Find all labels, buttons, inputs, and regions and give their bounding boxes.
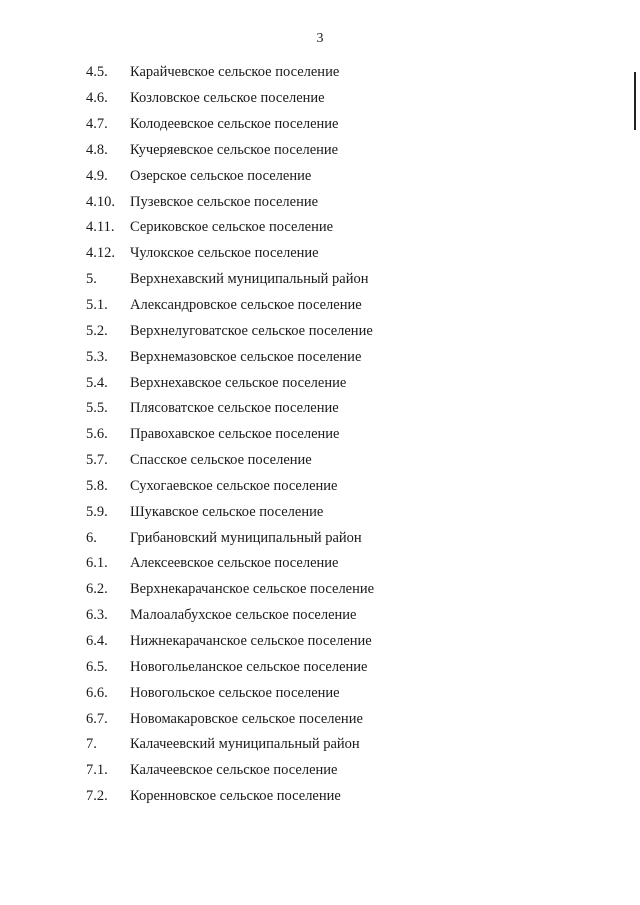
item-name: Александровское сельское поселение bbox=[130, 297, 362, 314]
item-name: Алексеевское сельское поселение bbox=[130, 555, 339, 572]
list-item bbox=[86, 577, 610, 603]
item-number: 4.10. bbox=[86, 193, 115, 210]
list-item bbox=[86, 163, 610, 189]
list-item bbox=[86, 344, 610, 370]
list-item bbox=[86, 318, 610, 344]
item-name: Кучеряевское сельское поселение bbox=[130, 141, 339, 158]
item-number: 5.2. bbox=[86, 322, 108, 339]
item-name: Шукавское сельское поселение bbox=[130, 503, 324, 520]
item-number: 5.8. bbox=[86, 477, 108, 494]
list-item bbox=[86, 758, 610, 784]
list-item bbox=[86, 680, 610, 706]
list-item bbox=[86, 267, 610, 293]
item-number: 4.7. bbox=[86, 116, 108, 133]
item-name: Козловское сельское поселение bbox=[130, 90, 325, 107]
item-number: 4.5. bbox=[86, 64, 108, 81]
settlement-list bbox=[86, 60, 610, 809]
item-number: 6.2. bbox=[86, 581, 108, 598]
list-item bbox=[86, 603, 610, 629]
page-number: 3 bbox=[316, 31, 324, 46]
list-item bbox=[86, 293, 610, 319]
item-name: Правохавское сельское поселение bbox=[130, 426, 340, 443]
item-number: 5.6. bbox=[86, 426, 108, 443]
list-item bbox=[86, 138, 610, 164]
item-name: Спасское сельское поселение bbox=[130, 452, 312, 469]
item-name: Колодеевское сельское поселение bbox=[130, 116, 339, 133]
list-item bbox=[86, 241, 610, 267]
item-number: 6.3. bbox=[86, 607, 108, 624]
list-item bbox=[86, 629, 610, 655]
list-item bbox=[86, 215, 610, 241]
item-number: 5. bbox=[86, 271, 97, 288]
list-item bbox=[86, 60, 610, 86]
item-name: Плясоватское сельское поселение bbox=[130, 400, 339, 417]
list-item bbox=[86, 525, 610, 551]
item-number: 7.1. bbox=[86, 762, 108, 779]
item-name: Новогольеланское сельское поселение bbox=[130, 658, 368, 675]
list-item bbox=[86, 370, 610, 396]
item-name: Верхнемазовское сельское поселение bbox=[130, 348, 362, 365]
item-number: 4.9. bbox=[86, 167, 108, 184]
list-item bbox=[86, 474, 610, 500]
list-item bbox=[86, 189, 610, 215]
item-name: Новогольское сельское поселение bbox=[130, 684, 340, 701]
list-item bbox=[86, 551, 610, 577]
item-name: Коренновское сельское поселение bbox=[130, 788, 341, 805]
item-number: 4.12. bbox=[86, 245, 115, 262]
item-number: 4.11. bbox=[86, 219, 115, 236]
list-item bbox=[86, 86, 610, 112]
item-number: 6.1. bbox=[86, 555, 108, 572]
item-name: Верхнехавский муниципальный район bbox=[130, 271, 369, 288]
item-name: Озерское сельское поселение bbox=[130, 167, 312, 184]
list-item bbox=[86, 654, 610, 680]
item-name: Верхнекарачанское сельское поселение bbox=[130, 581, 375, 598]
item-name: Пузевское сельское поселение bbox=[130, 193, 319, 210]
list-item bbox=[86, 112, 610, 138]
item-number: 7.2. bbox=[86, 788, 108, 805]
item-number: 5.5. bbox=[86, 400, 108, 417]
item-number: 6.4. bbox=[86, 632, 108, 649]
item-name: Малоалабухское сельское поселение bbox=[130, 607, 357, 624]
item-number: 4.6. bbox=[86, 90, 108, 107]
item-name: Калачеевское сельское поселение bbox=[130, 762, 338, 779]
list-item bbox=[86, 448, 610, 474]
item-number: 5.9. bbox=[86, 503, 108, 520]
item-name: Карайчевское сельское поселение bbox=[130, 64, 340, 81]
list-item bbox=[86, 784, 610, 810]
scan-edge-mark bbox=[634, 72, 636, 130]
item-number: 6.5. bbox=[86, 658, 108, 675]
item-name: Нижнекарачанское сельское поселение bbox=[130, 632, 372, 649]
item-name: Грибановский муниципальный район bbox=[130, 529, 362, 546]
item-number: 6.6. bbox=[86, 684, 108, 701]
item-name: Верхнехавское сельское поселение bbox=[130, 374, 347, 391]
item-name: Чулокское сельское поселение bbox=[130, 245, 319, 262]
list-item bbox=[86, 396, 610, 422]
item-number: 7. bbox=[86, 736, 97, 753]
list-item bbox=[86, 732, 610, 758]
item-number: 4.8. bbox=[86, 141, 108, 158]
item-number: 5.3. bbox=[86, 348, 108, 365]
item-name: Калачеевский муниципальный район bbox=[130, 736, 360, 753]
item-number: 6.7. bbox=[86, 710, 108, 727]
item-number: 5.4. bbox=[86, 374, 108, 391]
item-number: 5.1. bbox=[86, 297, 108, 314]
list-item bbox=[86, 499, 610, 525]
item-name: Сухогаевское сельское поселение bbox=[130, 477, 338, 494]
item-name: Новомакаровское сельское поселение bbox=[130, 710, 363, 727]
item-number: 5.7. bbox=[86, 452, 108, 469]
item-number: 6. bbox=[86, 529, 97, 546]
item-name: Сериковское сельское поселение bbox=[130, 219, 334, 236]
list-item bbox=[86, 422, 610, 448]
list-item bbox=[86, 706, 610, 732]
item-name: Верхнелуговатское сельское поселение bbox=[130, 322, 373, 339]
